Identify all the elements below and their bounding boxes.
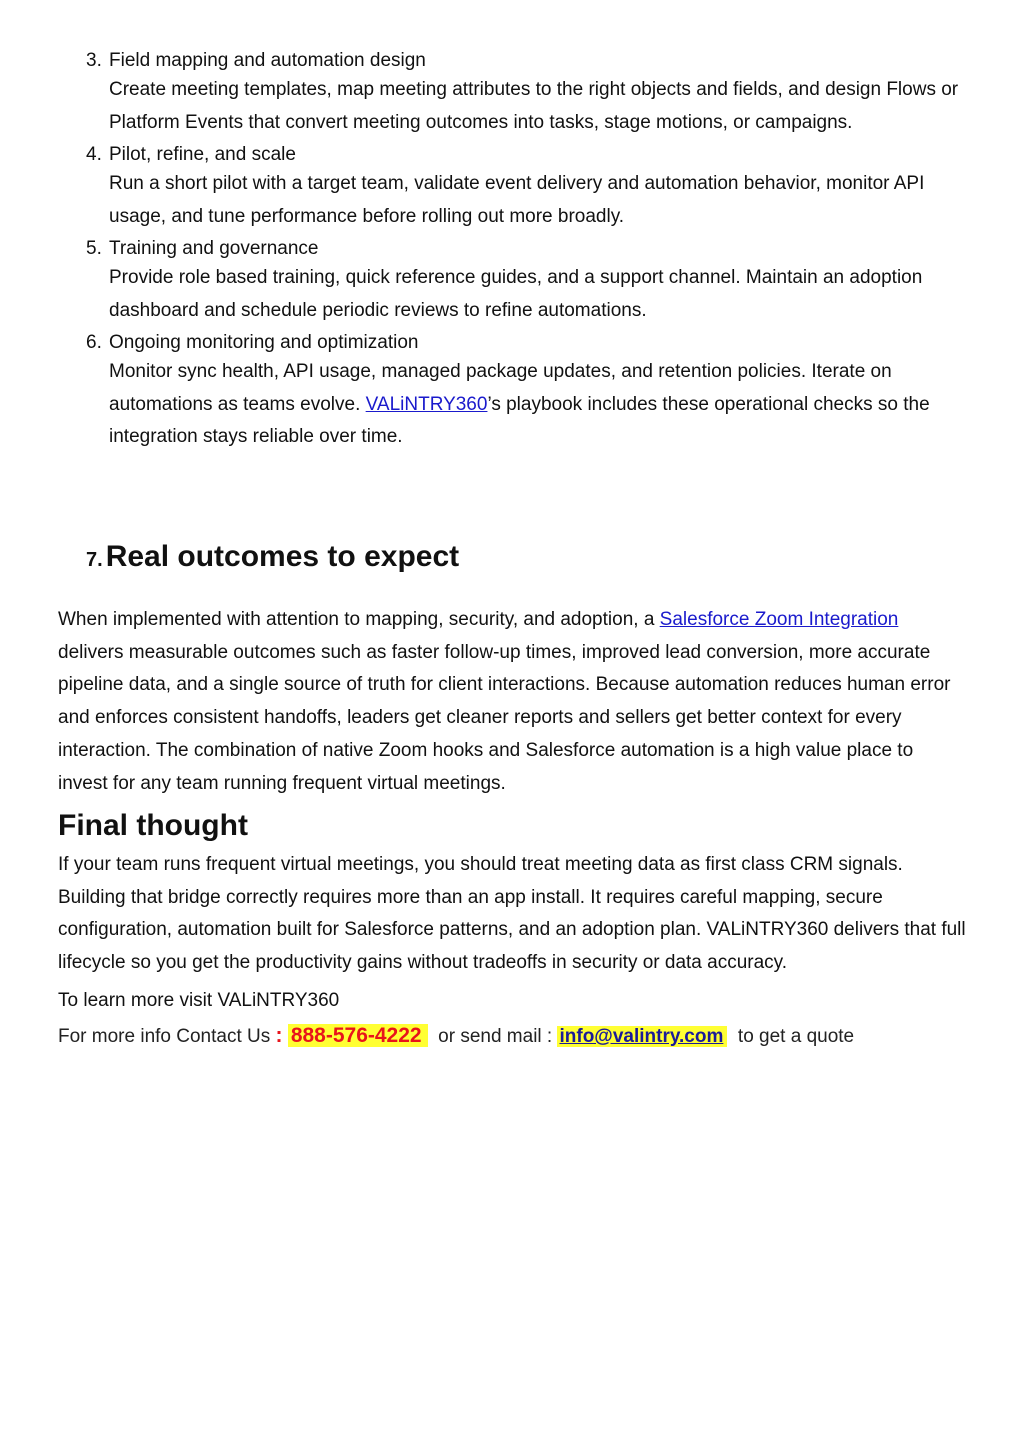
final-thought-paragraph: If your team runs frequent virtual meetings, you should treat meeting data as first class CRM signals. Building that bridge correctly requires more than an app install. It requires careful mapping, secure configuration, automation built for Salesforce patterns, and an adoption plan. VALiNTRY360 delivers that full lifecycle so you get the productivity gains without tradeoffs in security or data accuracy. — [58, 854, 966, 974]
contact-line — [58, 1022, 854, 1051]
section-title: Real outcomes to expect — [105, 540, 460, 573]
contact-suffix: to get a quote — [727, 1026, 855, 1047]
learn-more-text: To learn more visit VALiNTRY360 — [58, 990, 340, 1011]
step-body — [86, 356, 966, 454]
contact-mid-text: or send mail : — [427, 1026, 558, 1047]
step-number: 5. — [86, 238, 102, 259]
numbered-steps-list — [86, 48, 966, 457]
email-link[interactable]: info@valintry.com — [557, 1026, 727, 1047]
step-title: Pilot, refine, and scale — [109, 144, 296, 165]
final-thought-heading: Final thought — [58, 809, 248, 842]
salesforce-zoom-integration-link[interactable]: Salesforce Zoom Integration — [659, 609, 899, 630]
step-body: Provide role based training, quick reference guides, and a support channel. Maintain an adoption dashboard and schedule periodic reviews to refine automations. — [109, 267, 923, 321]
step-body: Create meeting templates, map meeting attributes to the right objects and fields, and design Flows or Platform Events that convert meeting outcomes into tasks, stage motions, or campaigns. — [109, 79, 959, 133]
section-heading-real-outcomes — [86, 540, 459, 574]
paragraph-text: delivers measurable outcomes such as faster follow-up times, improved lead conversion, more accurate pipeline data, and a single source of truth for client interactions. Because automation reduces human error and enforces consistent handoffs, leaders get cleaner reports and sellers get better context for every interaction. The combination of native Zoom hooks and Salesforce automation is a high value place to invest for any team running frequent virtual meetings. — [58, 641, 951, 794]
step-title: Ongoing monitoring and optimization — [109, 332, 419, 353]
step-title: Field mapping and automation design — [109, 50, 426, 71]
list-item-step-5 — [86, 236, 966, 327]
list-item-step-4 — [86, 142, 966, 233]
step-body-text: Monitor sync health, API usage, managed package updates, and retention policies. Iterate on automations as teams evolve. — [109, 361, 892, 415]
contact-prefix: For more info Contact Us — [58, 1026, 276, 1047]
list-item-step-6 — [86, 330, 966, 454]
list-item-step-3 — [86, 48, 966, 139]
step-number: 6. — [86, 332, 102, 353]
contact-colon: : — [275, 1024, 283, 1047]
step-body: Run a short pilot with a target team, validate event delivery and automation behavior, monitor API usage, and tune performance before rolling out more broadly. — [109, 173, 925, 227]
phone-number[interactable]: 888-576-4222 — [288, 1024, 428, 1047]
step-body-text: ’s playbook includes these operational checks so the integration stays reliable over time. — [109, 393, 930, 447]
step-number: 4. — [86, 144, 102, 165]
outcomes-paragraph — [58, 604, 968, 800]
section-number: 7. — [86, 549, 103, 571]
valintry360-link[interactable]: VALiNTRY360 — [365, 393, 488, 415]
step-number: 3. — [86, 50, 102, 71]
step-title: Training and governance — [109, 238, 319, 259]
paragraph-text: When implemented with attention to mapping, security, and adoption, a — [58, 609, 660, 630]
